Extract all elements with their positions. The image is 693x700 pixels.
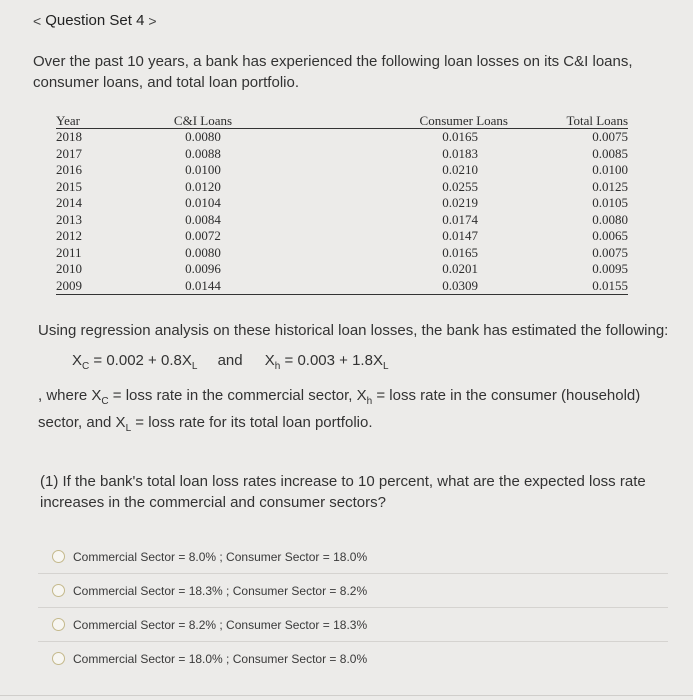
option-label: Commercial Sector = 8.2% ; Consumer Sector = 18.3%: [73, 617, 368, 632]
regression-intro: Using regression analysis on these historical loan losses, the bank has estimated the following:: [38, 322, 669, 339]
where-text-3: = loss rate in the consumer (household) sector, and X: [38, 387, 641, 431]
answer-option[interactable]: [38, 641, 668, 675]
header-total-loans: Total Loans: [508, 114, 628, 129]
cell-year: 2017: [56, 145, 82, 161]
cell-ci-loans: 0.0080: [185, 129, 221, 144]
cell-year: 2009: [56, 278, 128, 295]
table-row: [56, 212, 628, 229]
cell-ci-loans: 0.0088: [185, 145, 221, 161]
cell-ci-loans: 0.0096: [185, 261, 221, 276]
cell-year: 2015: [56, 178, 82, 194]
cell-year: 2018: [56, 129, 82, 144]
eq2-lhs-sub: h: [274, 361, 281, 372]
table-row: [56, 261, 628, 278]
where-text-2: = loss rate in the commercial sector, X: [108, 387, 367, 404]
cell-total-loans: 0.0065: [592, 228, 628, 243]
answer-option[interactable]: [38, 573, 668, 607]
cell-consumer-loans: 0.0219: [442, 195, 478, 210]
cell-consumer-loans: 0.0174: [442, 211, 478, 227]
cell-year: 2014: [56, 195, 82, 210]
variable-definitions: [38, 385, 668, 439]
where-sub-2: h: [366, 396, 373, 407]
table-row: [56, 228, 628, 245]
intro-text: Over the past 10 years, a bank has experienced the following loan losses on its C&I loans, consumer loans, and total loan portfolio.: [33, 53, 633, 91]
regression-equations: [72, 352, 389, 372]
where-text-4: = loss rate for its total loan portfolio.: [131, 414, 373, 431]
radio-button[interactable]: [52, 584, 65, 597]
option-label: Commercial Sector = 18.3% ; Consumer Sector = 8.2%: [73, 583, 368, 598]
bottom-divider: [0, 695, 693, 696]
cell-total-loans: 0.0100: [592, 162, 628, 177]
cell-year: 2016: [56, 162, 82, 177]
cell-total-loans: 0.0095: [592, 261, 628, 276]
cell-year: 2013: [56, 211, 82, 227]
question-set-title: Question Set 4: [45, 12, 145, 29]
chevron-left-icon[interactable]: <: [33, 12, 42, 29]
cell-ci-loans: 0.0144: [128, 278, 278, 295]
table-row: [56, 245, 628, 262]
question-text: (1) If the bank's total loan loss rates increase to 10 percent, what are the expected loss rate increases in the commercial and consumer sectors?: [40, 473, 646, 511]
radio-button[interactable]: [52, 652, 65, 665]
cell-consumer-loans: 0.0183: [442, 145, 478, 161]
cell-consumer-loans: 0.0147: [442, 228, 478, 243]
where-text-1: , where X: [38, 387, 102, 404]
eq2-rhs-sub: L: [382, 361, 389, 372]
cell-year: 2010: [56, 261, 82, 276]
header-year: Year: [56, 114, 128, 129]
table-row: [56, 278, 628, 295]
eq1-lhs-sub: C: [82, 361, 90, 372]
table-header-row: [56, 114, 628, 129]
cell-total-loans: 0.0075: [592, 129, 628, 144]
cell-ci-loans: 0.0084: [185, 211, 221, 227]
cell-total-loans: 0.0155: [508, 278, 628, 295]
table-row: [56, 179, 628, 196]
option-label: Commercial Sector = 18.0% ; Consumer Sector = 8.0%: [73, 651, 368, 666]
cell-total-loans: 0.0080: [592, 211, 628, 227]
question-set-nav: [33, 12, 157, 29]
cell-ci-loans: 0.0120: [185, 178, 221, 194]
answer-option[interactable]: [38, 607, 668, 641]
table-row: [56, 195, 628, 212]
radio-button[interactable]: [52, 618, 65, 631]
radio-button[interactable]: [52, 550, 65, 563]
eq-and: and: [217, 352, 243, 369]
cell-year: 2011: [56, 244, 82, 260]
cell-consumer-loans: 0.0309: [278, 278, 508, 295]
cell-consumer-loans: 0.0201: [442, 261, 478, 276]
answer-options: [38, 540, 668, 675]
eq1-rhs-sub: L: [191, 361, 198, 372]
eq2-rhs: = 0.003 + 1.8X: [280, 352, 383, 369]
cell-consumer-loans: 0.0255: [442, 178, 478, 194]
cell-year: 2012: [56, 228, 82, 243]
eq1-lhs: X: [72, 352, 83, 369]
loan-loss-table: [56, 114, 628, 295]
cell-consumer-loans: 0.0165: [442, 244, 478, 260]
cell-ci-loans: 0.0072: [185, 228, 221, 243]
header-ci-loans: C&I Loans: [128, 114, 278, 129]
cell-consumer-loans: 0.0165: [442, 129, 478, 144]
table-row: [56, 129, 628, 146]
where-sub-3: L: [125, 423, 132, 434]
option-label: Commercial Sector = 8.0% ; Consumer Sector = 18.0%: [73, 549, 368, 564]
chevron-right-icon[interactable]: >: [148, 12, 157, 29]
cell-ci-loans: 0.0100: [185, 162, 221, 177]
cell-consumer-loans: 0.0210: [442, 162, 478, 177]
cell-total-loans: 0.0105: [592, 195, 628, 210]
where-sub-1: C: [101, 396, 109, 407]
header-consumer-loans: Consumer Loans: [278, 114, 508, 129]
cell-total-loans: 0.0075: [592, 244, 628, 260]
cell-total-loans: 0.0085: [592, 145, 628, 161]
answer-option[interactable]: [38, 540, 668, 573]
cell-ci-loans: 0.0104: [185, 195, 221, 210]
eq2-lhs: X: [264, 352, 275, 369]
cell-ci-loans: 0.0080: [185, 244, 221, 260]
table-row: [56, 162, 628, 179]
cell-total-loans: 0.0125: [592, 178, 628, 194]
eq1-rhs: = 0.002 + 0.8X: [89, 352, 192, 369]
table-row: [56, 146, 628, 163]
